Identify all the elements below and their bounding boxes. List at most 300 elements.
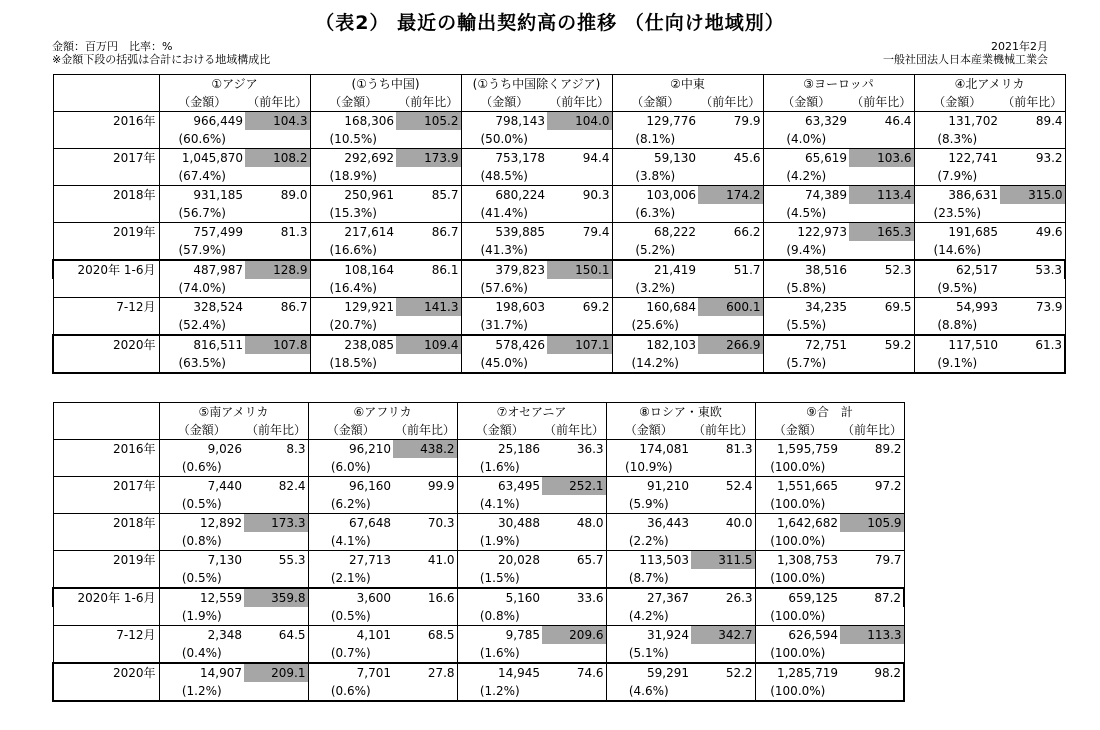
- amount-cell: 65,619: [763, 149, 849, 168]
- table-row: [53, 551, 904, 570]
- share-blank: [245, 316, 310, 335]
- share-blank: [698, 354, 763, 373]
- ratio-cell: 104.3: [245, 112, 310, 131]
- share-blank: [542, 532, 606, 551]
- share-blank: [840, 607, 904, 626]
- amount-subheader: （金額）: [763, 93, 849, 112]
- ratio-subheader: （前年比）: [393, 421, 457, 440]
- share-cell: (0.5%): [181, 497, 222, 511]
- ratio-cell: 311.5: [691, 551, 755, 570]
- row-label: 7-12月: [53, 626, 159, 645]
- share-cell: (10.5%): [329, 132, 377, 146]
- header-blank: [53, 403, 159, 422]
- share-blank: [542, 458, 606, 477]
- ratio-cell: 107.8: [245, 335, 310, 354]
- table-row: [53, 298, 1065, 317]
- amount-cell: 7,440: [159, 477, 244, 496]
- share-cell: (4.2%): [786, 169, 827, 183]
- row-label-blank: [53, 458, 159, 477]
- share-cell: (3.2%): [635, 281, 676, 295]
- share-cell: (60.6%): [178, 132, 226, 146]
- ratio-cell: 173.9: [396, 149, 461, 168]
- amount-cell: 59,130: [612, 149, 698, 168]
- amount-cell: 122,973: [763, 223, 849, 242]
- ratio-cell: 33.6: [542, 588, 606, 607]
- share-cell: (1.6%): [479, 646, 520, 660]
- region-header: ①アジア: [159, 75, 310, 94]
- ratio-cell: 209.1: [244, 663, 308, 682]
- row-label-blank: [53, 354, 159, 373]
- share-cell: (1.5%): [479, 571, 520, 585]
- share-blank: [698, 279, 763, 298]
- table-row-share: [53, 644, 904, 663]
- amount-cell: 27,367: [606, 588, 691, 607]
- table-row-share: [53, 569, 904, 588]
- share-blank: [547, 204, 612, 223]
- amount-cell: 96,160: [308, 477, 393, 496]
- amount-cell: 3,600: [308, 588, 393, 607]
- amount-cell: 25,186: [457, 440, 542, 459]
- share-cell: (5.2%): [635, 243, 676, 257]
- share-cell: (15.3%): [329, 206, 377, 220]
- amount-cell: 5,160: [457, 588, 542, 607]
- share-blank: [698, 130, 763, 149]
- ratio-cell: 41.0: [393, 551, 457, 570]
- table-row-share: [53, 130, 1065, 149]
- share-cell: (10.9%): [625, 460, 673, 474]
- ratio-cell: 600.1: [698, 298, 763, 317]
- share-blank: [542, 495, 606, 514]
- share-blank: [691, 569, 755, 588]
- share-blank: [244, 682, 308, 701]
- share-cell: (0.8%): [479, 609, 520, 623]
- share-cell: (63.5%): [159, 354, 245, 373]
- region-header: ⑨合 計: [755, 403, 904, 422]
- share-blank: [840, 682, 904, 701]
- share-blank: [547, 130, 612, 149]
- share-cell: (1.2%): [159, 682, 244, 701]
- share-cell: (9.1%): [914, 354, 1000, 373]
- amount-cell: 250,961: [310, 186, 396, 205]
- share-blank: [244, 532, 308, 551]
- share-blank: [840, 644, 904, 663]
- amount-cell: 63,329: [763, 112, 849, 131]
- ratio-cell: 105.2: [396, 112, 461, 131]
- share-cell: (8.7%): [628, 571, 669, 585]
- share-cell: (48.5%): [480, 169, 528, 183]
- ratio-cell: 55.3: [244, 551, 308, 570]
- row-label-blank: [53, 569, 159, 588]
- ratio-cell: 108.2: [245, 149, 310, 168]
- table-row: [53, 440, 904, 459]
- ratio-cell: 81.3: [691, 440, 755, 459]
- share-cell: (23.5%): [933, 206, 981, 220]
- share-blank: [840, 532, 904, 551]
- share-blank: [1000, 354, 1065, 373]
- ratio-cell: 69.5: [849, 298, 914, 317]
- amount-subheader: （金額）: [612, 93, 698, 112]
- amount-cell: 103,006: [612, 186, 698, 205]
- share-blank: [542, 644, 606, 663]
- ratio-cell: 99.9: [393, 477, 457, 496]
- amount-cell: 753,178: [461, 149, 547, 168]
- row-label: 2016年: [53, 112, 159, 131]
- row-label: 2020年 1-6月: [53, 260, 159, 279]
- amount-cell: 1,308,753: [755, 551, 840, 570]
- share-blank: [542, 682, 606, 701]
- amount-cell: 1,551,665: [755, 477, 840, 496]
- organization-label: 一般社団法人日本産業機械工業会: [883, 53, 1048, 66]
- share-cell: (57.6%): [480, 281, 528, 295]
- share-cell: (100.0%): [770, 460, 826, 474]
- table-row: [53, 626, 904, 645]
- amount-cell: 91,210: [606, 477, 691, 496]
- share-blank: [393, 607, 457, 626]
- amount-cell: 1,045,870: [159, 149, 245, 168]
- share-cell: (2.1%): [330, 571, 371, 585]
- amount-cell: 129,921: [310, 298, 396, 317]
- ratio-cell: 8.3: [244, 440, 308, 459]
- share-cell: (5.5%): [786, 318, 827, 332]
- amount-cell: 108,164: [310, 260, 396, 279]
- table-row: [53, 663, 904, 682]
- share-blank: [393, 495, 457, 514]
- share-blank: [393, 682, 457, 701]
- table-row-share: [53, 532, 904, 551]
- share-cell: (0.5%): [181, 571, 222, 585]
- region-header: ④北アメリカ: [914, 75, 1065, 94]
- share-cell: (4.0%): [786, 132, 827, 146]
- share-cell: (100.0%): [770, 534, 826, 548]
- ratio-subheader: （前年比）: [1000, 93, 1065, 112]
- amount-cell: 54,993: [914, 298, 1000, 317]
- ratio-subheader: （前年比）: [542, 421, 606, 440]
- share-blank: [396, 354, 461, 373]
- share-blank: [849, 130, 914, 149]
- share-cell: (2.2%): [628, 534, 669, 548]
- ratio-cell: 65.7: [542, 551, 606, 570]
- amount-cell: 12,559: [159, 588, 244, 607]
- row-label-blank: [53, 316, 159, 335]
- share-blank: [244, 644, 308, 663]
- share-cell: (6.0%): [330, 460, 371, 474]
- share-blank: [691, 607, 755, 626]
- amount-cell: 131,702: [914, 112, 1000, 131]
- share-cell: (4.1%): [330, 534, 371, 548]
- share-blank: [698, 316, 763, 335]
- share-blank: [393, 644, 457, 663]
- region-header: ⑤南アメリカ: [159, 403, 308, 422]
- table-row: [53, 149, 1065, 168]
- table-row: [53, 477, 904, 496]
- ratio-cell: 315.0: [1000, 186, 1065, 205]
- table-row-share: [53, 279, 1065, 298]
- ratio-cell: 70.3: [393, 514, 457, 533]
- share-cell: (5.1%): [628, 646, 669, 660]
- share-blank: [396, 316, 461, 335]
- amount-cell: 757,499: [159, 223, 245, 242]
- share-cell: (8.1%): [635, 132, 676, 146]
- amount-cell: 31,924: [606, 626, 691, 645]
- share-cell: (8.8%): [937, 318, 978, 332]
- share-cell: (6.3%): [635, 206, 676, 220]
- table-asia-middleeast-europe-northamerica: [52, 74, 1066, 374]
- row-label-blank: [53, 130, 159, 149]
- ratio-cell: 52.3: [849, 260, 914, 279]
- share-cell: (1.9%): [181, 609, 222, 623]
- ratio-cell: 141.3: [396, 298, 461, 317]
- amount-cell: 68,222: [612, 223, 698, 242]
- ratio-subheader: （前年比）: [245, 93, 310, 112]
- amount-subheader: （金額）: [606, 421, 691, 440]
- amount-subheader: （金額）: [310, 93, 396, 112]
- ratio-cell: 113.4: [849, 186, 914, 205]
- ratio-cell: 174.2: [698, 186, 763, 205]
- ratio-cell: 52.4: [691, 477, 755, 496]
- amount-cell: 578,426: [461, 335, 547, 354]
- ratio-cell: 89.2: [840, 440, 904, 459]
- share-blank: [840, 569, 904, 588]
- share-blank: [691, 458, 755, 477]
- share-cell: (0.6%): [181, 460, 222, 474]
- ratio-cell: 27.8: [393, 663, 457, 682]
- amount-cell: 9,026: [159, 440, 244, 459]
- share-cell: (52.4%): [178, 318, 226, 332]
- amount-cell: 626,594: [755, 626, 840, 645]
- share-blank: [1000, 130, 1065, 149]
- amount-cell: 14,945: [457, 663, 542, 682]
- ratio-cell: 165.3: [849, 223, 914, 242]
- share-cell: (56.7%): [178, 206, 226, 220]
- share-cell: (16.6%): [329, 243, 377, 257]
- ratio-cell: 16.6: [393, 588, 457, 607]
- share-cell: (100.0%): [770, 497, 826, 511]
- amount-cell: 14,907: [159, 663, 244, 682]
- share-blank: [849, 241, 914, 260]
- ratio-cell: 82.4: [244, 477, 308, 496]
- ratio-cell: 53.3: [1000, 260, 1065, 279]
- share-blank: [542, 569, 606, 588]
- table-row-share: [53, 495, 904, 514]
- share-blank: [691, 532, 755, 551]
- bracket-note: ※金額下段の括弧は合計における地域構成比: [52, 53, 271, 66]
- date-label: 2021年2月: [991, 40, 1048, 53]
- ratio-cell: 173.3: [244, 514, 308, 533]
- share-cell: (9.4%): [786, 243, 827, 257]
- amount-cell: 966,449: [159, 112, 245, 131]
- share-blank: [245, 130, 310, 149]
- amount-subheader: （金額）: [914, 93, 1000, 112]
- share-cell: (3.8%): [635, 169, 676, 183]
- amount-cell: 1,285,719: [755, 663, 840, 682]
- share-blank: [547, 167, 612, 186]
- amount-cell: 63,495: [457, 477, 542, 496]
- share-cell: (0.8%): [181, 534, 222, 548]
- ratio-cell: 85.7: [396, 186, 461, 205]
- ratio-cell: 48.0: [542, 514, 606, 533]
- ratio-cell: 79.7: [840, 551, 904, 570]
- share-blank: [1000, 167, 1065, 186]
- table-row-share: [53, 204, 1065, 223]
- amount-subheader: （金額）: [461, 93, 547, 112]
- share-cell: (7.9%): [937, 169, 978, 183]
- ratio-cell: 103.6: [849, 149, 914, 168]
- amount-cell: 12,892: [159, 514, 244, 533]
- share-blank: [698, 204, 763, 223]
- ratio-subheader: （前年比）: [547, 93, 612, 112]
- ratio-cell: 150.1: [547, 260, 612, 279]
- share-blank: [245, 167, 310, 186]
- ratio-cell: 86.7: [245, 298, 310, 317]
- amount-subheader: （金額）: [308, 421, 393, 440]
- amount-cell: 62,517: [914, 260, 1000, 279]
- amount-cell: 160,684: [612, 298, 698, 317]
- share-blank: [396, 279, 461, 298]
- share-blank: [547, 241, 612, 260]
- share-blank: [691, 682, 755, 701]
- ratio-cell: 45.6: [698, 149, 763, 168]
- ratio-cell: 68.5: [393, 626, 457, 645]
- ratio-cell: 359.8: [244, 588, 308, 607]
- ratio-cell: 49.6: [1000, 223, 1065, 242]
- share-blank: [244, 458, 308, 477]
- share-cell: (0.6%): [308, 682, 393, 701]
- table-row-share: [53, 241, 1065, 260]
- ratio-cell: 79.9: [698, 112, 763, 131]
- row-label: 2019年: [53, 223, 159, 242]
- share-blank: [245, 354, 310, 373]
- row-label-blank: [53, 682, 159, 701]
- share-cell: (41.3%): [480, 243, 528, 257]
- ratio-subheader: （前年比）: [396, 93, 461, 112]
- amount-cell: 21,419: [612, 260, 698, 279]
- ratio-cell: 40.0: [691, 514, 755, 533]
- share-cell: (74.0%): [178, 281, 226, 295]
- table-row-share: [53, 354, 1065, 373]
- share-cell: (20.7%): [329, 318, 377, 332]
- ratio-cell: 74.6: [542, 663, 606, 682]
- region-header: (①うち中国除くアジア): [461, 75, 612, 94]
- amount-cell: 38,516: [763, 260, 849, 279]
- share-blank: [393, 569, 457, 588]
- share-blank: [245, 204, 310, 223]
- ratio-cell: 61.3: [1000, 335, 1065, 354]
- amount-cell: 113,503: [606, 551, 691, 570]
- share-cell: (4.6%): [606, 682, 691, 701]
- row-label: 2019年: [53, 551, 159, 570]
- header-blank: [53, 421, 159, 440]
- amount-cell: 487,987: [159, 260, 245, 279]
- amount-cell: 36,443: [606, 514, 691, 533]
- amount-cell: 122,741: [914, 149, 1000, 168]
- share-cell: (67.4%): [178, 169, 226, 183]
- amount-cell: 67,648: [308, 514, 393, 533]
- region-header: ③ヨーロッパ: [763, 75, 914, 94]
- amount-cell: 292,692: [310, 149, 396, 168]
- share-blank: [542, 607, 606, 626]
- row-label-blank: [53, 607, 159, 626]
- share-blank: [691, 644, 755, 663]
- ratio-cell: 104.0: [547, 112, 612, 131]
- share-cell: (8.3%): [937, 132, 978, 146]
- amount-cell: 7,701: [308, 663, 393, 682]
- share-blank: [396, 241, 461, 260]
- region-header: ②中東: [612, 75, 763, 94]
- share-blank: [1000, 241, 1065, 260]
- share-cell: (4.1%): [479, 497, 520, 511]
- amount-cell: 59,291: [606, 663, 691, 682]
- share-cell: (18.5%): [310, 354, 396, 373]
- share-cell: (1.9%): [479, 534, 520, 548]
- table-row: [53, 112, 1065, 131]
- share-cell: (1.6%): [479, 460, 520, 474]
- amount-cell: 9,785: [457, 626, 542, 645]
- table-row-share: [53, 458, 904, 477]
- table-row-share: [53, 316, 1065, 335]
- amount-cell: 72,751: [763, 335, 849, 354]
- share-blank: [1000, 316, 1065, 335]
- amount-cell: 798,143: [461, 112, 547, 131]
- row-label-blank: [53, 644, 159, 663]
- ratio-cell: 266.9: [698, 335, 763, 354]
- amount-cell: 217,614: [310, 223, 396, 242]
- ratio-cell: 89.4: [1000, 112, 1065, 131]
- amount-cell: 4,101: [308, 626, 393, 645]
- amount-subheader: （金額）: [159, 421, 244, 440]
- amount-cell: 1,642,682: [755, 514, 840, 533]
- share-cell: (100.0%): [770, 609, 826, 623]
- amount-cell: 30,488: [457, 514, 542, 533]
- ratio-cell: 342.7: [691, 626, 755, 645]
- header-blank: [53, 75, 159, 94]
- row-label: 2017年: [53, 477, 159, 496]
- share-blank: [849, 167, 914, 186]
- header-blank: [53, 93, 159, 112]
- row-label-blank: [53, 167, 159, 186]
- row-label: 2017年: [53, 149, 159, 168]
- share-blank: [840, 458, 904, 477]
- share-cell: (25.6%): [631, 318, 679, 332]
- ratio-cell: 46.4: [849, 112, 914, 131]
- region-header: ⑧ロシア・東欧: [606, 403, 755, 422]
- row-label: 2020年 1-6月: [53, 588, 159, 607]
- share-cell: (31.7%): [480, 318, 528, 332]
- share-cell: (6.2%): [330, 497, 371, 511]
- ratio-cell: 87.2: [840, 588, 904, 607]
- ratio-cell: 73.9: [1000, 298, 1065, 317]
- amount-cell: 1,595,759: [755, 440, 840, 459]
- ratio-cell: 66.2: [698, 223, 763, 242]
- amount-cell: 931,185: [159, 186, 245, 205]
- share-blank: [698, 167, 763, 186]
- share-cell: (16.4%): [329, 281, 377, 295]
- share-blank: [849, 279, 914, 298]
- share-cell: (9.5%): [937, 281, 978, 295]
- amount-cell: 168,306: [310, 112, 396, 131]
- share-cell: (0.4%): [181, 646, 222, 660]
- share-blank: [849, 354, 914, 373]
- table-row-share: [53, 682, 904, 701]
- share-blank: [849, 204, 914, 223]
- share-blank: [1000, 279, 1065, 298]
- row-label-blank: [53, 241, 159, 260]
- amount-subheader: （金額）: [457, 421, 542, 440]
- ratio-cell: 105.9: [840, 514, 904, 533]
- table-title: （表2） 最近の輸出契約高の推移 （仕向け地域別）: [315, 12, 785, 34]
- units-note: 金額：百万円 比率：%: [52, 40, 173, 53]
- ratio-cell: 86.1: [396, 260, 461, 279]
- row-label: 2020年: [53, 663, 159, 682]
